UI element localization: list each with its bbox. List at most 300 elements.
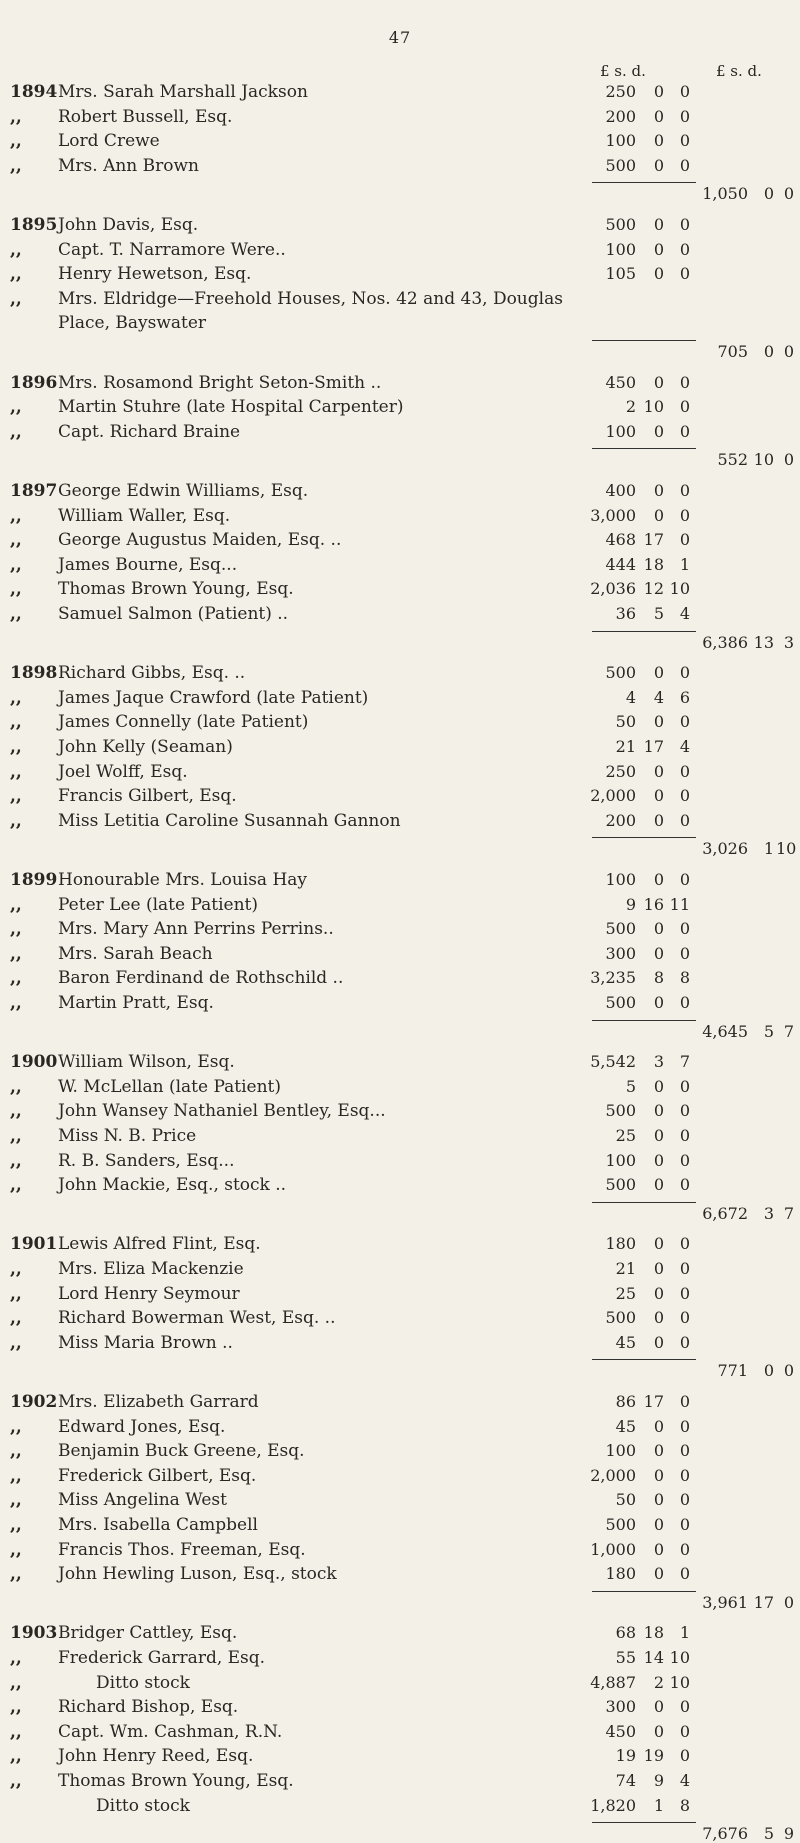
amount-pence: 0 (679, 1515, 690, 1534)
donor-name (58, 422, 558, 442)
donor-name (58, 1697, 558, 1717)
year-label: 1902 (10, 1392, 58, 1412)
amount-pounds: 450 (605, 372, 636, 392)
amount-pounds: 500 (605, 663, 636, 683)
page-number: 47 (388, 28, 412, 47)
amount-pence: 0 (679, 1150, 690, 1170)
donor-name-text: Lord Crewe (58, 131, 160, 152)
ditto-mark: ,, (10, 397, 22, 418)
donor-name-text: Frederick Gilbert, Esq. (58, 1465, 257, 1486)
year-total-pence: 0 (783, 450, 794, 470)
donor-name-text: George Augustus Maiden, Esq. .. (58, 530, 342, 551)
ditto-mark: ,, (10, 288, 22, 309)
donor-name (58, 156, 558, 176)
donor-name (58, 811, 558, 831)
donor-name-text: Mrs. Rosamond Bright Seton-Smith .. (58, 372, 382, 393)
donor-name (58, 131, 558, 151)
donor-name (58, 1333, 558, 1353)
donor-name (58, 579, 558, 599)
amount-pounds: 450 (605, 1721, 636, 1741)
donor-name (58, 1284, 558, 1304)
ditto-mark: ,, (10, 1746, 22, 1767)
amount-pence: 1 (679, 554, 690, 574)
amount-pounds: 50 (615, 1490, 636, 1510)
donor-name-text: Lord Henry Seymour (58, 1283, 240, 1304)
amount-pounds: 100 (605, 421, 636, 441)
donor-name-text: Mrs. Elizabeth Garrard (58, 1392, 259, 1412)
subtotal-rule (592, 182, 696, 183)
amount-shillings: 0 (653, 943, 664, 963)
year-total-pounds: 1,050 (702, 184, 748, 204)
donor-name-text: James Jaque Crawford (late Patient) (58, 687, 369, 708)
donor-name-text: John Wansey Nathaniel Bentley, Esq... (58, 1101, 386, 1122)
amount-pence: 0 (679, 1441, 690, 1461)
amount-pounds: 86 (615, 1392, 636, 1411)
amount-pounds: 500 (605, 919, 636, 939)
year-total-pence: 9 (783, 1824, 794, 1843)
amount-shillings: 16 (643, 894, 664, 914)
amount-shillings: 0 (653, 1416, 664, 1436)
amount-shillings: 0 (653, 106, 664, 126)
amount-pounds: 500 (605, 1101, 636, 1121)
donor-name (58, 1234, 558, 1254)
amount-shillings: 0 (653, 870, 664, 889)
amount-shillings: 17 (643, 530, 664, 550)
donor-name-text: Ditto stock (96, 1795, 190, 1816)
amount-shillings: 9 (653, 1771, 664, 1790)
ditto-mark: ,, (10, 1283, 22, 1304)
donor-name (58, 870, 558, 890)
subtotal-rule (592, 1822, 696, 1823)
year-total-pounds: 771 (717, 1361, 748, 1381)
donor-name-text: Mrs. Mary Ann Perrins Perrins.. (58, 919, 334, 940)
donor-name-text: Robert Bussell, Esq. (58, 106, 233, 127)
amount-pounds: 250 (605, 761, 636, 781)
ditto-mark: ,, (10, 712, 22, 733)
donor-name-text: Samuel Salmon (Patient) .. (58, 604, 289, 624)
amount-pounds: 25 (615, 1126, 636, 1145)
amount-pounds: 21 (615, 737, 636, 756)
ditto-mark: ,, (10, 1721, 22, 1742)
amount-pounds: 250 (605, 82, 636, 101)
amount-shillings: 12 (643, 579, 664, 599)
ditto-mark: ,, (10, 894, 22, 915)
year-total-shillings: 17 (753, 1592, 774, 1612)
amount-shillings: 0 (653, 663, 664, 683)
donor-name (58, 1515, 558, 1535)
ditto-mark: ,, (10, 810, 22, 831)
amount-pounds: 444 (605, 554, 636, 574)
amount-shillings: 0 (653, 1175, 664, 1195)
donor-name-text: Capt. T. Narramore Were.. (58, 239, 286, 260)
amount-pence: 0 (679, 1697, 690, 1717)
amount-pounds: 100 (605, 1150, 636, 1170)
year-total-pounds: 6,386 (702, 632, 748, 652)
amount-pounds: 5 (625, 1076, 636, 1096)
amount-pence: 0 (679, 1259, 690, 1278)
amount-pence: 0 (679, 919, 690, 939)
amount-pence: 0 (679, 530, 690, 550)
donor-name (58, 968, 558, 988)
donor-name-text: Miss N. B. Price (58, 1126, 197, 1146)
donor-name-text: Richard Gibbs, Esq. .. (58, 663, 246, 684)
year-label: 1903 (10, 1623, 58, 1644)
donor-name (58, 1417, 558, 1437)
donor-name (58, 1151, 558, 1171)
amount-shillings: 0 (653, 1126, 664, 1145)
year-total-pounds: 4,645 (702, 1021, 748, 1041)
donor-name-text: Bridger Cattley, Esq. (58, 1623, 238, 1644)
ditto-mark: ,, (10, 604, 22, 624)
amount-pence: 0 (679, 1126, 690, 1145)
amount-pounds: 36 (615, 604, 636, 623)
amount-shillings: 18 (643, 1623, 664, 1643)
amount-pence: 0 (679, 239, 690, 259)
amount-pounds: 100 (605, 131, 636, 151)
year-total-shillings: 13 (753, 632, 774, 652)
amount-pence: 0 (679, 1332, 690, 1352)
subtotal-rule (592, 1202, 696, 1203)
donor-name-text: Richard Bowerman West, Esq. .. (58, 1308, 336, 1329)
amount-shillings: 5 (653, 604, 664, 623)
amount-shillings: 18 (643, 554, 664, 574)
amount-shillings: 0 (653, 155, 664, 175)
ditto-mark: ,, (10, 1175, 22, 1196)
donor-name-text: Frederick Garrard, Esq. (58, 1648, 266, 1668)
donor-name-text: Lewis Alfred Flint, Esq. (58, 1234, 261, 1255)
amount-pounds: 500 (605, 1175, 636, 1195)
amount-pounds: 500 (605, 155, 636, 175)
donor-name-text: Mrs. Ann Brown (58, 155, 199, 176)
ditto-mark: ,, (10, 1416, 22, 1437)
amount-shillings: 0 (653, 712, 664, 732)
amount-pence: 0 (679, 712, 690, 732)
amount-pounds: 180 (605, 1564, 636, 1584)
amount-pence: 0 (679, 264, 690, 284)
amount-pounds: 55 (615, 1648, 636, 1667)
amount-pounds: 1,000 (590, 1539, 636, 1559)
amount-pence: 0 (679, 1283, 690, 1303)
amount-pence: 0 (679, 1721, 690, 1741)
amount-shillings: 3 (653, 1052, 664, 1072)
amount-pounds: 500 (605, 993, 636, 1012)
donor-name-text: Capt. Richard Braine (58, 421, 241, 442)
amount-pence: 1 (679, 1623, 690, 1643)
amount-shillings: 0 (653, 1490, 664, 1510)
amount-shillings: 0 (653, 1076, 664, 1096)
subtotal-rule (592, 1359, 696, 1360)
amount-pounds: 300 (605, 1697, 636, 1717)
amount-shillings: 19 (643, 1746, 664, 1766)
amount-pence: 8 (679, 1795, 690, 1815)
donor-name (58, 481, 558, 501)
amount-pence: 0 (679, 131, 690, 151)
donor-name-text: John Mackie, Esq., stock .. (58, 1175, 287, 1196)
amount-pounds: 45 (615, 1332, 636, 1352)
ditto-mark: ,, (10, 737, 22, 757)
donor-name-text: Richard Bishop, Esq. (58, 1697, 239, 1718)
amount-shillings: 0 (653, 1259, 664, 1278)
donor-name (58, 1052, 558, 1072)
amount-shillings: 0 (653, 1234, 664, 1254)
amount-pounds: 50 (615, 712, 636, 732)
donor-name-text: Henry Hewetson, Esq. (58, 264, 252, 285)
amount-pence: 0 (679, 1539, 690, 1559)
amount-pence: 0 (679, 215, 690, 234)
year-label: 1901 (10, 1234, 58, 1255)
amount-pounds: 25 (615, 1283, 636, 1303)
donor-name (58, 1175, 558, 1195)
ditto-mark: ,, (10, 1648, 22, 1668)
amount-shillings: 0 (653, 1721, 664, 1741)
amount-pounds: 100 (605, 239, 636, 259)
amount-pounds: 74 (615, 1771, 636, 1790)
year-label: 1894 (10, 82, 58, 102)
amount-shillings: 0 (653, 1332, 664, 1352)
donor-name-text: Mrs. Isabella Campbell (58, 1515, 258, 1535)
donor-name-text: George Edwin Williams, Esq. (58, 481, 309, 501)
ditto-mark: ,, (10, 554, 22, 575)
ditto-mark: ,, (10, 106, 22, 127)
donor-name-text: Peter Lee (late Patient) (58, 894, 259, 915)
amount-shillings: 0 (653, 786, 664, 806)
amount-shillings: 0 (653, 264, 664, 284)
donor-name (58, 530, 558, 550)
year-label: 1897 (10, 481, 58, 501)
ditto-mark: ,, (10, 1697, 22, 1718)
amount-pence: 0 (679, 810, 690, 830)
donor-name (58, 313, 558, 333)
amount-pounds: 180 (605, 1234, 636, 1254)
amount-pounds: 2 (625, 397, 636, 417)
amount-pence: 0 (679, 943, 690, 963)
donor-name (58, 944, 558, 964)
amount-pence: 11 (669, 894, 690, 914)
donor-name (58, 1673, 558, 1693)
year-total-pounds: 3,961 (702, 1592, 748, 1612)
amount-shillings: 0 (653, 1101, 664, 1121)
ditto-mark: ,, (10, 1076, 22, 1097)
amount-shillings: 8 (653, 968, 664, 988)
year-total-pounds: 705 (717, 342, 748, 361)
amount-pence: 10 (669, 1672, 690, 1692)
amount-pence: 0 (679, 1490, 690, 1510)
year-total-pounds: 7,676 (702, 1824, 748, 1843)
amount-pence: 0 (679, 1746, 690, 1766)
year-total-pence: 7 (783, 1021, 794, 1041)
total-column-header: £ s. d. (716, 62, 762, 80)
donor-name (58, 1648, 558, 1668)
amount-pence: 0 (679, 505, 690, 525)
amount-pounds: 105 (605, 264, 636, 284)
ditto-mark: ,, (10, 155, 22, 176)
amount-pounds: 3,235 (590, 968, 636, 988)
donor-name-text: Place, Bayswater (58, 313, 207, 334)
donor-name (58, 82, 558, 102)
donor-name (58, 107, 558, 127)
amount-pounds: 100 (605, 1441, 636, 1461)
donor-name-text: Francis Gilbert, Esq. (58, 786, 237, 807)
amount-pence: 0 (679, 1076, 690, 1096)
donor-name (58, 1126, 558, 1146)
amount-pence: 10 (669, 579, 690, 599)
amount-pence: 0 (679, 1101, 690, 1121)
ditto-mark: ,, (10, 993, 22, 1013)
subtotal-rule (592, 837, 696, 838)
donor-name-text: Edward Jones, Esq. (58, 1416, 226, 1437)
donor-name (58, 919, 558, 939)
amount-pounds: 2,000 (590, 786, 636, 806)
donor-name-text: Miss Angelina West (58, 1490, 227, 1511)
ditto-mark: ,, (10, 1465, 22, 1486)
amount-pence: 6 (679, 687, 690, 707)
donor-name-text: John Hewling Luson, Esq., stock (58, 1564, 337, 1585)
year-total-pence: 0 (783, 1361, 794, 1381)
donor-name (58, 1077, 558, 1097)
amount-shillings: 0 (653, 215, 664, 234)
donor-name-text: William Waller, Esq. (58, 505, 231, 526)
donor-name-text: Capt. Wm. Cashman, R.N. (58, 1721, 283, 1742)
amount-pence: 4 (679, 1771, 690, 1790)
amount-shillings: 0 (653, 131, 664, 151)
amount-pounds: 3,000 (590, 505, 636, 525)
amount-pence: 0 (679, 1308, 690, 1328)
amount-pence: 0 (679, 870, 690, 889)
amount-pounds: 500 (605, 1308, 636, 1328)
amount-shillings: 0 (653, 1515, 664, 1534)
donor-name (58, 1796, 558, 1816)
ditto-mark: ,, (10, 421, 22, 442)
amount-pence: 0 (679, 155, 690, 175)
amount-pence: 0 (679, 106, 690, 126)
amount-shillings: 0 (653, 810, 664, 830)
donor-name (58, 1466, 558, 1486)
donor-name-text: Mrs. Sarah Marshall Jackson (58, 82, 308, 102)
donor-name (58, 1441, 558, 1461)
ditto-mark: ,, (10, 579, 22, 600)
donor-name (58, 1771, 558, 1791)
ditto-mark: ,, (10, 1308, 22, 1329)
donor-name (58, 1392, 558, 1412)
donor-name (58, 555, 558, 575)
amount-shillings: 0 (653, 993, 664, 1012)
donor-name-text: R. B. Sanders, Esq... (58, 1150, 235, 1171)
amount-pence: 0 (679, 1392, 690, 1411)
donor-name (58, 712, 558, 732)
amount-pence: 0 (679, 786, 690, 806)
amount-shillings: 0 (653, 421, 664, 441)
ditto-mark: ,, (10, 687, 22, 708)
ditto-mark: ,, (10, 1441, 22, 1462)
amount-pence: 7 (679, 1052, 690, 1072)
donor-name (58, 993, 558, 1013)
donor-name-text: Mrs. Eliza Mackenzie (58, 1259, 244, 1279)
amount-pence: 0 (679, 1416, 690, 1436)
ditto-mark: ,, (10, 1332, 22, 1353)
donor-name-text: Mrs. Eldridge—Freehold Houses, Nos. 42 and 43, Douglas (58, 288, 563, 309)
donor-name (58, 895, 558, 915)
ditto-mark: ,, (10, 1126, 22, 1146)
donor-name (58, 1540, 558, 1560)
year-label: 1898 (10, 663, 58, 684)
ditto-mark: ,, (10, 1515, 22, 1535)
amount-pounds: 400 (605, 481, 636, 500)
amount-shillings: 0 (653, 481, 664, 500)
donor-name (58, 1259, 558, 1279)
amount-pence: 0 (679, 421, 690, 441)
ditto-mark: ,, (10, 1771, 22, 1791)
amount-pence: 0 (679, 1465, 690, 1485)
donor-name-text: John Davis, Esq. (58, 215, 199, 235)
ditto-mark: ,, (10, 264, 22, 285)
amount-shillings: 0 (653, 1539, 664, 1559)
donor-name-text: Joel Wolff, Esq. (58, 761, 188, 782)
amount-pence: 0 (679, 1234, 690, 1254)
amount-pounds: 4 (625, 687, 636, 707)
amount-pounds: 200 (605, 106, 636, 126)
year-label: 1896 (10, 372, 58, 393)
year-total-shillings: 3 (763, 1203, 774, 1223)
year-total-shillings: 1 (763, 839, 774, 859)
amount-pence: 0 (679, 372, 690, 392)
amount-pounds: 2,036 (590, 579, 636, 599)
donor-name (58, 1490, 558, 1510)
ditto-mark: ,, (10, 761, 22, 782)
amount-shillings: 14 (643, 1648, 664, 1667)
ditto-mark: ,, (10, 1490, 22, 1511)
amount-pounds: 45 (615, 1416, 636, 1436)
amount-pence: 4 (679, 604, 690, 623)
amount-shillings: 10 (643, 397, 664, 417)
amount-shillings: 0 (653, 82, 664, 101)
amount-pounds: 500 (605, 1515, 636, 1534)
donor-name-text: Ditto stock (96, 1672, 190, 1693)
donor-name-text: James Bourne, Esq... (58, 554, 238, 575)
amount-shillings: 4 (653, 687, 664, 707)
donor-name (58, 373, 558, 393)
ditto-mark: ,, (10, 1259, 22, 1279)
donor-name (58, 215, 558, 235)
amount-shillings: 0 (653, 1150, 664, 1170)
ditto-mark: ,, (10, 530, 22, 551)
ditto-mark: ,, (10, 1564, 22, 1585)
ditto-mark: ,, (10, 505, 22, 526)
amount-pence: 0 (679, 481, 690, 500)
donor-name-text: John Kelly (Seaman) (58, 737, 233, 757)
donor-name (58, 506, 558, 526)
donor-name (58, 663, 558, 683)
amount-pounds: 68 (615, 1623, 636, 1643)
amount-shillings: 0 (653, 919, 664, 939)
amount-pence: 0 (679, 1564, 690, 1584)
ditto-mark: ,, (10, 1150, 22, 1171)
year-total-pence: 10 (776, 839, 797, 859)
ditto-mark: ,, (10, 968, 22, 989)
donor-name-text: Martin Pratt, Esq. (58, 993, 214, 1013)
donor-name-text: Honourable Mrs. Louisa Hay (58, 870, 308, 890)
donor-name-text: Miss Maria Brown .. (58, 1332, 233, 1353)
amount-pounds: 300 (605, 943, 636, 963)
donor-name (58, 397, 558, 417)
donor-name-text: James Connelly (late Patient) (58, 712, 309, 733)
amount-shillings: 0 (653, 372, 664, 392)
amount-pounds: 21 (615, 1259, 636, 1278)
donor-name-text: William Wilson, Esq. (58, 1052, 235, 1073)
donor-name (58, 604, 558, 624)
ditto-mark: ,, (10, 786, 22, 807)
year-total-shillings: 5 (763, 1021, 774, 1041)
amount-pence: 0 (679, 1175, 690, 1195)
